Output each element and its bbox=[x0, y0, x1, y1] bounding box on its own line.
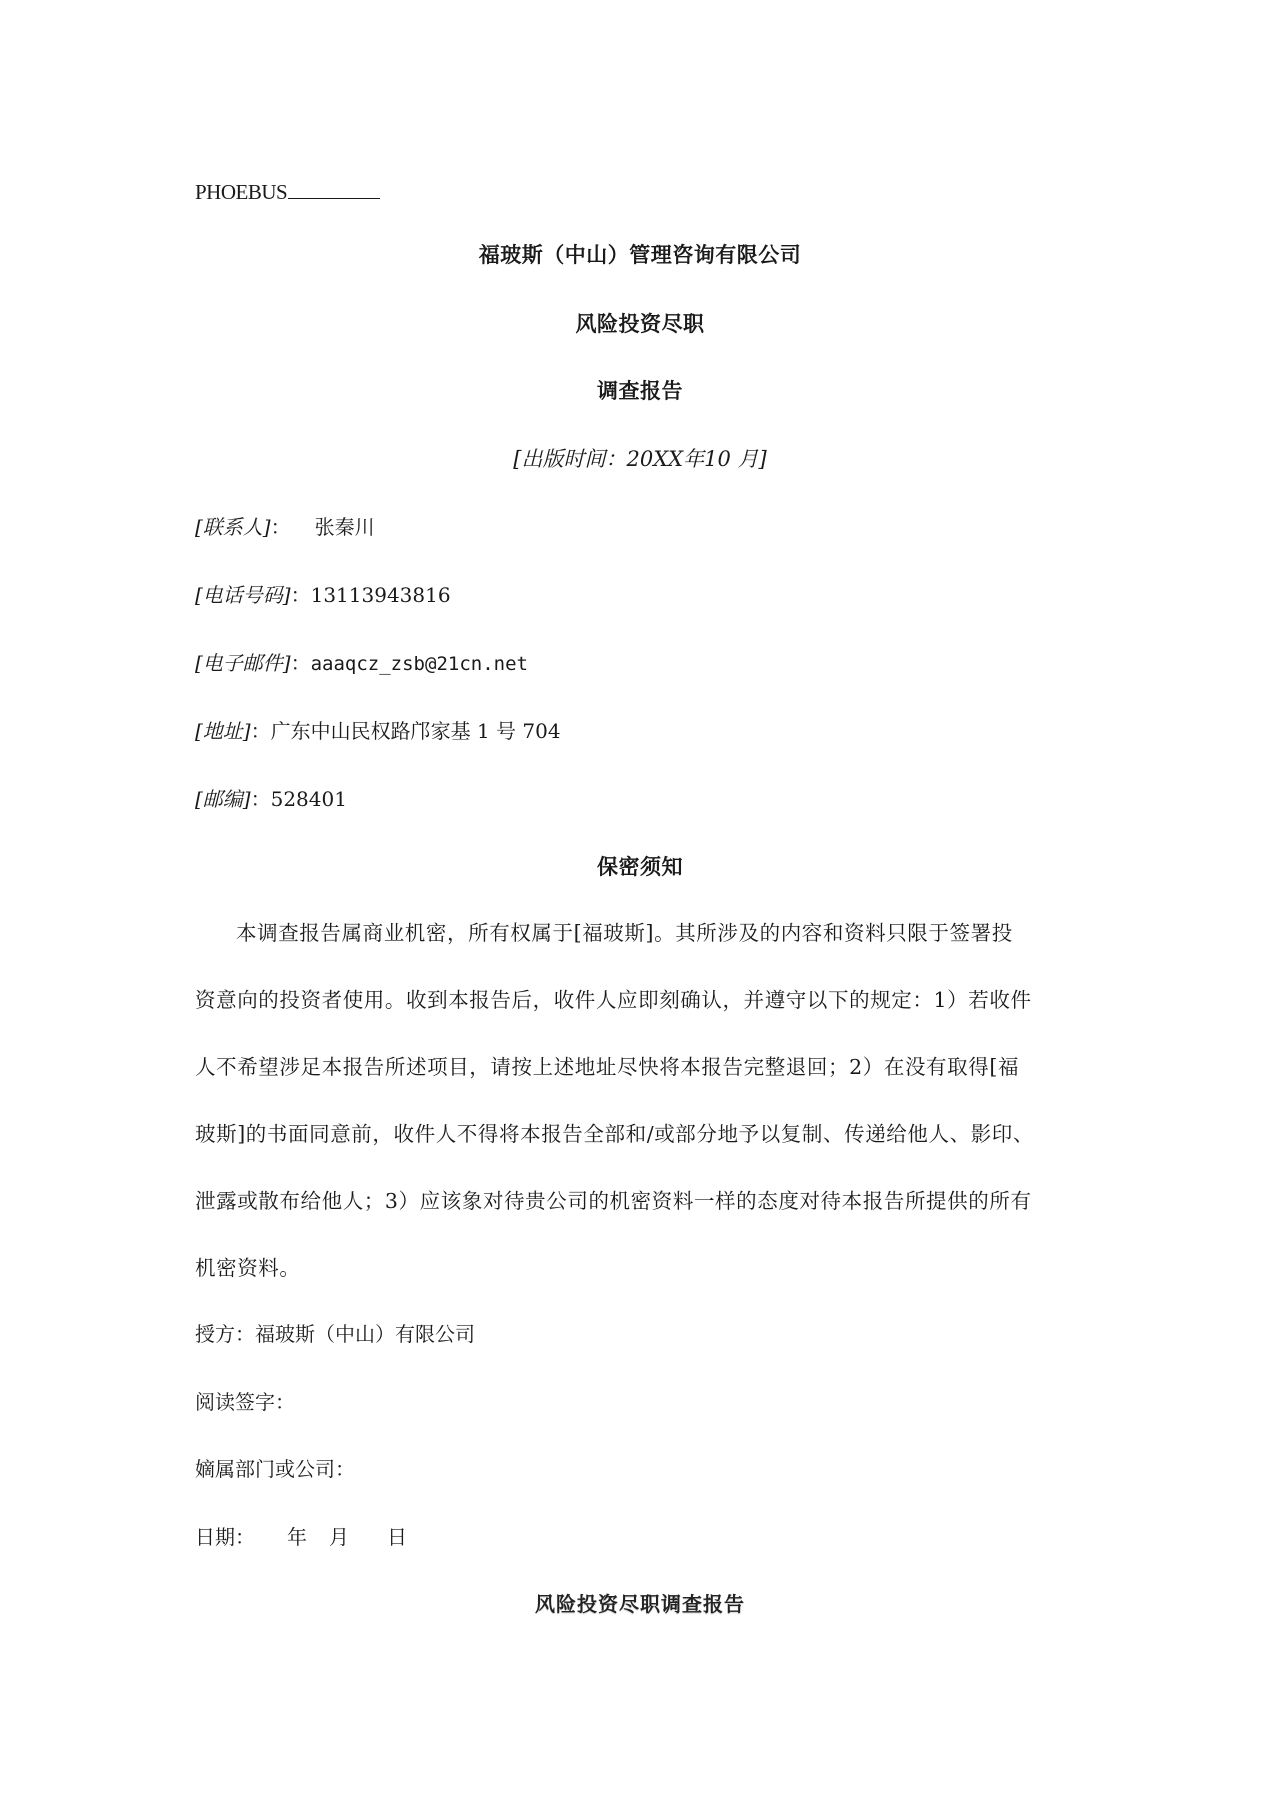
paragraph-line: 泄露或散布给他人；3）应该象对待贵公司的机密资料一样的态度对待本报告所提供的所有 bbox=[195, 1189, 1032, 1213]
paragraph-line: 玻斯]的书面同意前，收件人不得将本报告全部和/或部分地予以复制、传递给他人、影印、 bbox=[195, 1122, 1035, 1146]
date-day: 日 bbox=[387, 1525, 407, 1549]
address-row bbox=[195, 717, 561, 745]
phone-sep: ： bbox=[290, 583, 311, 607]
confidentiality-heading: 保密须知 bbox=[597, 854, 683, 879]
email-row bbox=[195, 649, 528, 678]
brand-name: PHOEBUS bbox=[195, 180, 288, 204]
report-title-line1: 风险投资尽职 bbox=[575, 311, 705, 336]
date-month: 月 bbox=[329, 1525, 349, 1549]
grantor-line: 授方：福玻斯（中山）有限公司 bbox=[195, 1322, 475, 1346]
paragraph-line: 人不希望涉足本报告所述项目，请按上述地址尽快将本报告完整退回；2）在没有取得[福 bbox=[195, 1055, 1020, 1079]
date-label: 日期： bbox=[195, 1525, 255, 1549]
paragraph-line: 本调查报告属商业机密，所有权属于[福玻斯]。其所涉及的内容和资料只限于签署投 bbox=[236, 921, 1013, 945]
brand-line bbox=[195, 178, 380, 206]
postcode-value: 528401 bbox=[270, 787, 347, 811]
brand-blank-underline bbox=[288, 178, 380, 199]
postcode-row bbox=[195, 785, 347, 813]
address-label: [地址] bbox=[195, 719, 251, 743]
next-section-title: 风险投资尽职调查报告 bbox=[535, 1592, 745, 1616]
confidentiality-paragraph bbox=[195, 900, 1085, 1302]
department-line: 嫡属部门或公司： bbox=[195, 1457, 355, 1481]
contact-person-row bbox=[195, 513, 375, 541]
phone-label: [电话号码] bbox=[195, 583, 291, 607]
contact-person-label: [联系人] bbox=[195, 515, 271, 539]
phone-value: 13113943816 bbox=[310, 583, 451, 607]
postcode-sep: ： bbox=[250, 787, 271, 811]
email-sep: ： bbox=[290, 651, 311, 675]
email-label: [电子邮件] bbox=[195, 651, 291, 675]
email-value: aaaqcz_zsb@21cn.net bbox=[310, 653, 528, 675]
company-name: 福玻斯（中山）管理咨询有限公司 bbox=[478, 242, 802, 267]
postcode-label: [邮编] bbox=[195, 787, 251, 811]
reader-signature-line: 阅读签字： bbox=[195, 1390, 295, 1414]
address-value: 广东中山民权路邝家基 1 号 704 bbox=[270, 719, 561, 743]
date-line bbox=[195, 1523, 407, 1551]
address-sep: ： bbox=[250, 719, 271, 743]
report-title-line2: 调查报告 bbox=[597, 378, 683, 403]
phone-row bbox=[195, 581, 451, 609]
paragraph-line: 资意向的投资者使用。收到本报告后，收件人应即刻确认，并遵守以下的规定：1）若收件 bbox=[195, 988, 1032, 1012]
publish-date: [出版时间：20XX年10 月] bbox=[513, 447, 767, 471]
contact-person-value: 张秦川 bbox=[314, 515, 375, 539]
paragraph-line: 机密资料。 bbox=[195, 1256, 301, 1280]
date-year: 年 bbox=[287, 1525, 307, 1549]
contact-person-sep: ： bbox=[270, 515, 291, 539]
